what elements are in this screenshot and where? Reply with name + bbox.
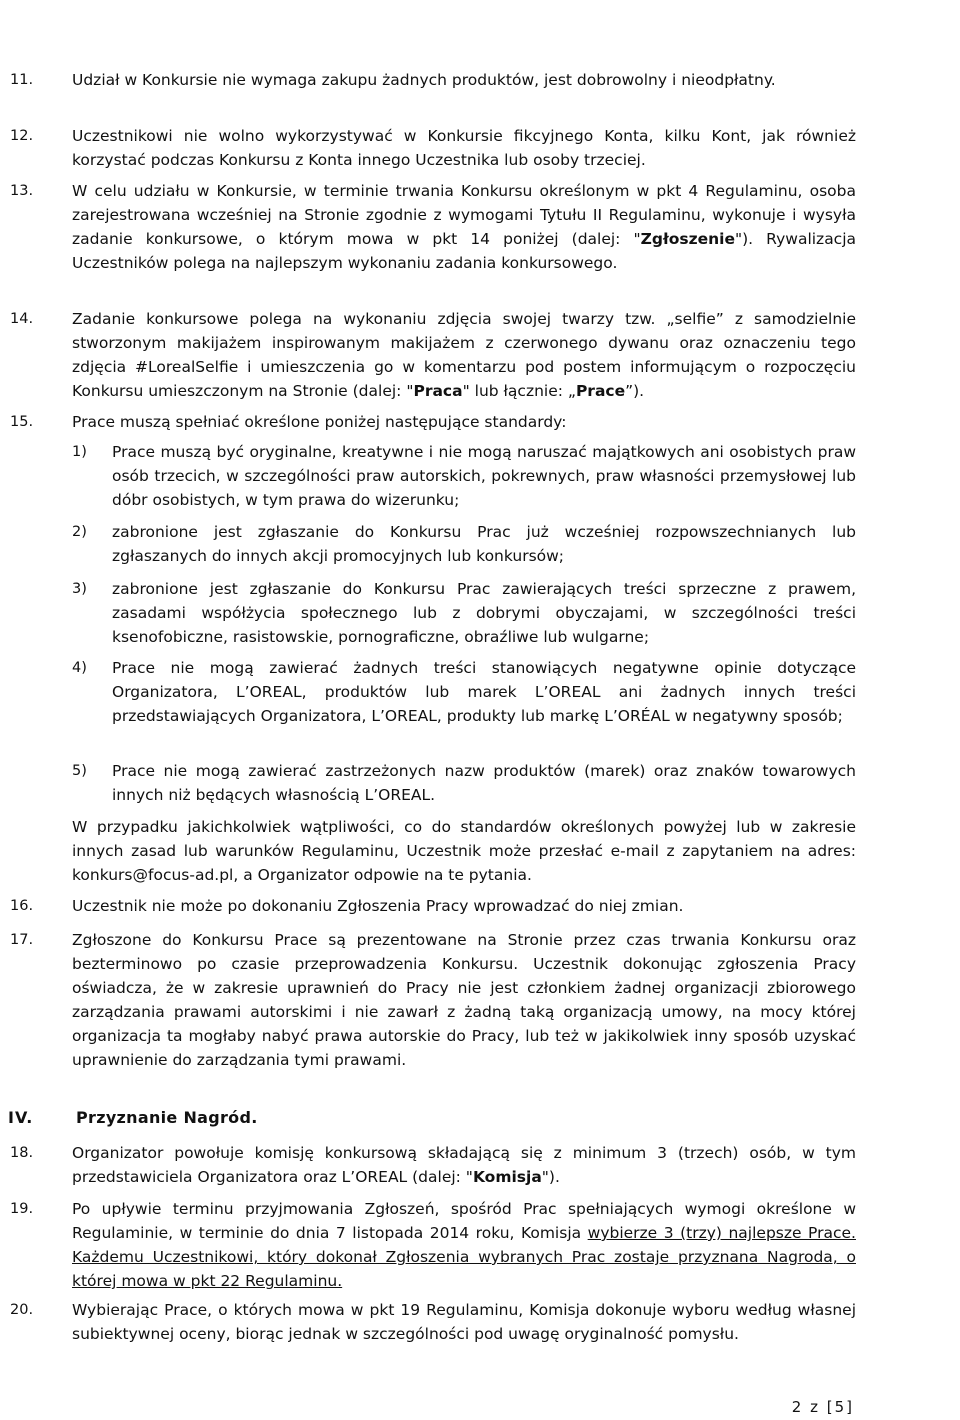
section-number: IV.: [8, 1108, 34, 1127]
paragraph-number: 16.: [10, 898, 34, 914]
paragraph-number: 11.: [10, 72, 34, 88]
defined-term: Zgłoszenie: [640, 230, 735, 248]
paragraph-text: Zgłoszone do Konkursu Prace są prezentowane na Stronie przez czas trwania Konkursu oraz bezterminowo po czasie przeprowadzenia Konkursu. Uczestnik dokonując zgłoszenia Pracy oświadcza, że w zakresie uprawnień do Pracy nie jest członkiem żadnej organizacji zbiorowego zarządzania prawami autorskimi i nie zawarł z żadną taką organizacją umowy, na mocy której organizacja ta mogłaby nabyć prawa autorskie do Pracy, lub też w jakikolwiek inny sposób uzyskać uprawnienie do zarządzania tymi prawami.: [72, 931, 856, 1069]
underlined-text: wybierze 3 (trzy) najlepsze Prace. Każdemu Uczestnikowi, który dokonał Zgłoszenia wybranych Prac zostaje przyznana Nagroda, o której mowa w pkt 22 Regulaminu.: [72, 1224, 856, 1290]
subitem-number: 4): [72, 660, 87, 676]
paragraph-number: 15.: [10, 414, 34, 430]
paragraph-text: Uczestnik nie może po dokonaniu Zgłoszenia Pracy wprowadzać do niej zmian.: [72, 897, 684, 915]
paragraph-number: 20.: [10, 1302, 34, 1318]
paragraph-text: W celu udziału w Konkursie, w terminie trwania Konkursu określonym w pkt 4 Regulaminu, osoba zarejestrowana wcześniej na Stronie zgodnie z wymogami Tytułu II Regulaminu, wykonuje i wysyła zadanie konkursowe, o którym mowa w pkt 14 poniżej (dalej: "Zgłoszenie"). Rywalizacja Uczestników polega na najlepszym wykonaniu zadania konkursowego.: [72, 182, 857, 272]
paragraph-text: Uczestnikowi nie wolno wykorzystywać w Konkursie fikcyjnego Konta, kilku Kont, jak również korzystać podczas Konkursu z Konta innego Uczestnika lub osoby trzeciej.: [72, 127, 856, 169]
subitem-number: 3): [72, 581, 87, 597]
paragraph-number: 13.: [10, 183, 34, 199]
subitem-text: zabronione jest zgłaszanie do Konkursu Prac już wcześniej rozpowszechnianych lub zgłaszanych do innych akcji promocyjnych lub konkursów;: [112, 523, 856, 565]
subitem-number: 2): [72, 524, 87, 540]
defined-term: Praca: [413, 382, 463, 400]
defined-term: Komisja: [472, 1168, 542, 1186]
subitem-text: zabronione jest zgłaszanie do Konkursu Prac zawierających treści sprzeczne z prawem, zasadami współżycia społecznego lub z dobrymi obyczajami, w szczególności treści ksenofobiczne, rasistowskie, pornograficzne, obraźliwe lub wulgarne;: [112, 580, 856, 646]
subitem-number: 1): [72, 444, 87, 460]
section-title: Przyznanie Nagród.: [76, 1108, 258, 1127]
subitem-text: Prace nie mogą zawierać żadnych treści stanowiących negatywne opinie dotyczące Organizatora, L’OREAL, produktów lub marek L’OREAL ani żadnych innych treści przedstawiających Organizatora, L’OREAL, produkty lub markę L’ORÉAL w negatywny sposób;: [112, 659, 856, 725]
paragraph-text: Udział w Konkursie nie wymaga zakupu żadnych produktów, jest dobrowolny i nieodpłatny.: [72, 71, 776, 89]
defined-term: Prace: [575, 382, 626, 400]
note-text: W przypadku jakichkolwiek wątpliwości, co do standardów określonych powyżej lub w zakresie innych zasad lub warunków Regulaminu, Uczestnik może przesłać e-mail z zapytaniem na adres: konkurs@focus-ad.pl, a Organizator odpowie na te pytania.: [72, 818, 856, 884]
paragraph-text: Zadanie konkursowe polega na wykonaniu zdjęcia swojej twarzy tzw. „selfie” z samodzielnie stworzonym makijażem inspirowanym makijażem z czerwonego dywanu oraz oznaczeniu tego zdjęcia #LorealSelfie i umieszczenia go w komentarzu pod postem informującym o rozpoczęciu Konkursu umieszczonym na Stronie (dalej: "Praca" lub łącznie: „Prace”).: [72, 310, 856, 400]
subitem-number: 5): [72, 763, 87, 779]
paragraph-text: Po upływie terminu przyjmowania Zgłoszeń, spośród Prac spełniających wymogi określone w Regulaminie, w terminie do dnia 7 listopada 2014 roku, Komisja wybierze 3 (trzy) najlepsze Prace. Każdemu Uczestnikowi, który dokonał Zgłoszenia wybranych Prac zostaje przyznana Nagroda, o której mowa w pkt 22 Regulaminu.: [72, 1200, 856, 1290]
page-number: 2 z [5]: [791, 1398, 854, 1416]
paragraph-number: 18.: [10, 1145, 34, 1161]
paragraph-number: 12.: [10, 128, 34, 144]
paragraph-number: 14.: [10, 311, 34, 327]
paragraph-text: Organizator powołuje komisję konkursową składającą się z minimum 3 (trzech) osób, w tym przedstawiciela Organizatora oraz L’OREAL (dalej: "Komisja").: [72, 1144, 856, 1186]
paragraph-text: Prace muszą spełniać określone poniżej następujące standardy:: [72, 413, 567, 431]
paragraph-number: 17.: [10, 932, 34, 948]
paragraph-text: Wybierając Prace, o których mowa w pkt 19 Regulaminu, Komisja dokonuje wyboru według własnej subiektywnej oceny, biorąc jednak w szczególności pod uwagę oryginalność pomysłu.: [72, 1301, 856, 1343]
subitem-text: Prace muszą być oryginalne, kreatywne i nie mogą naruszać majątkowych ani osobistych praw osób trzecich, w szczególności praw autorskich, pokrewnych, praw własności przemysłowej lub dóbr osobistych, w tym prawa do wizerunku;: [112, 443, 856, 509]
subitem-text: Prace nie mogą zawierać zastrzeżonych nazw produktów (marek) oraz znaków towarowych innych niż będących własnością L’OREAL.: [112, 762, 856, 804]
paragraph-number: 19.: [10, 1201, 34, 1217]
